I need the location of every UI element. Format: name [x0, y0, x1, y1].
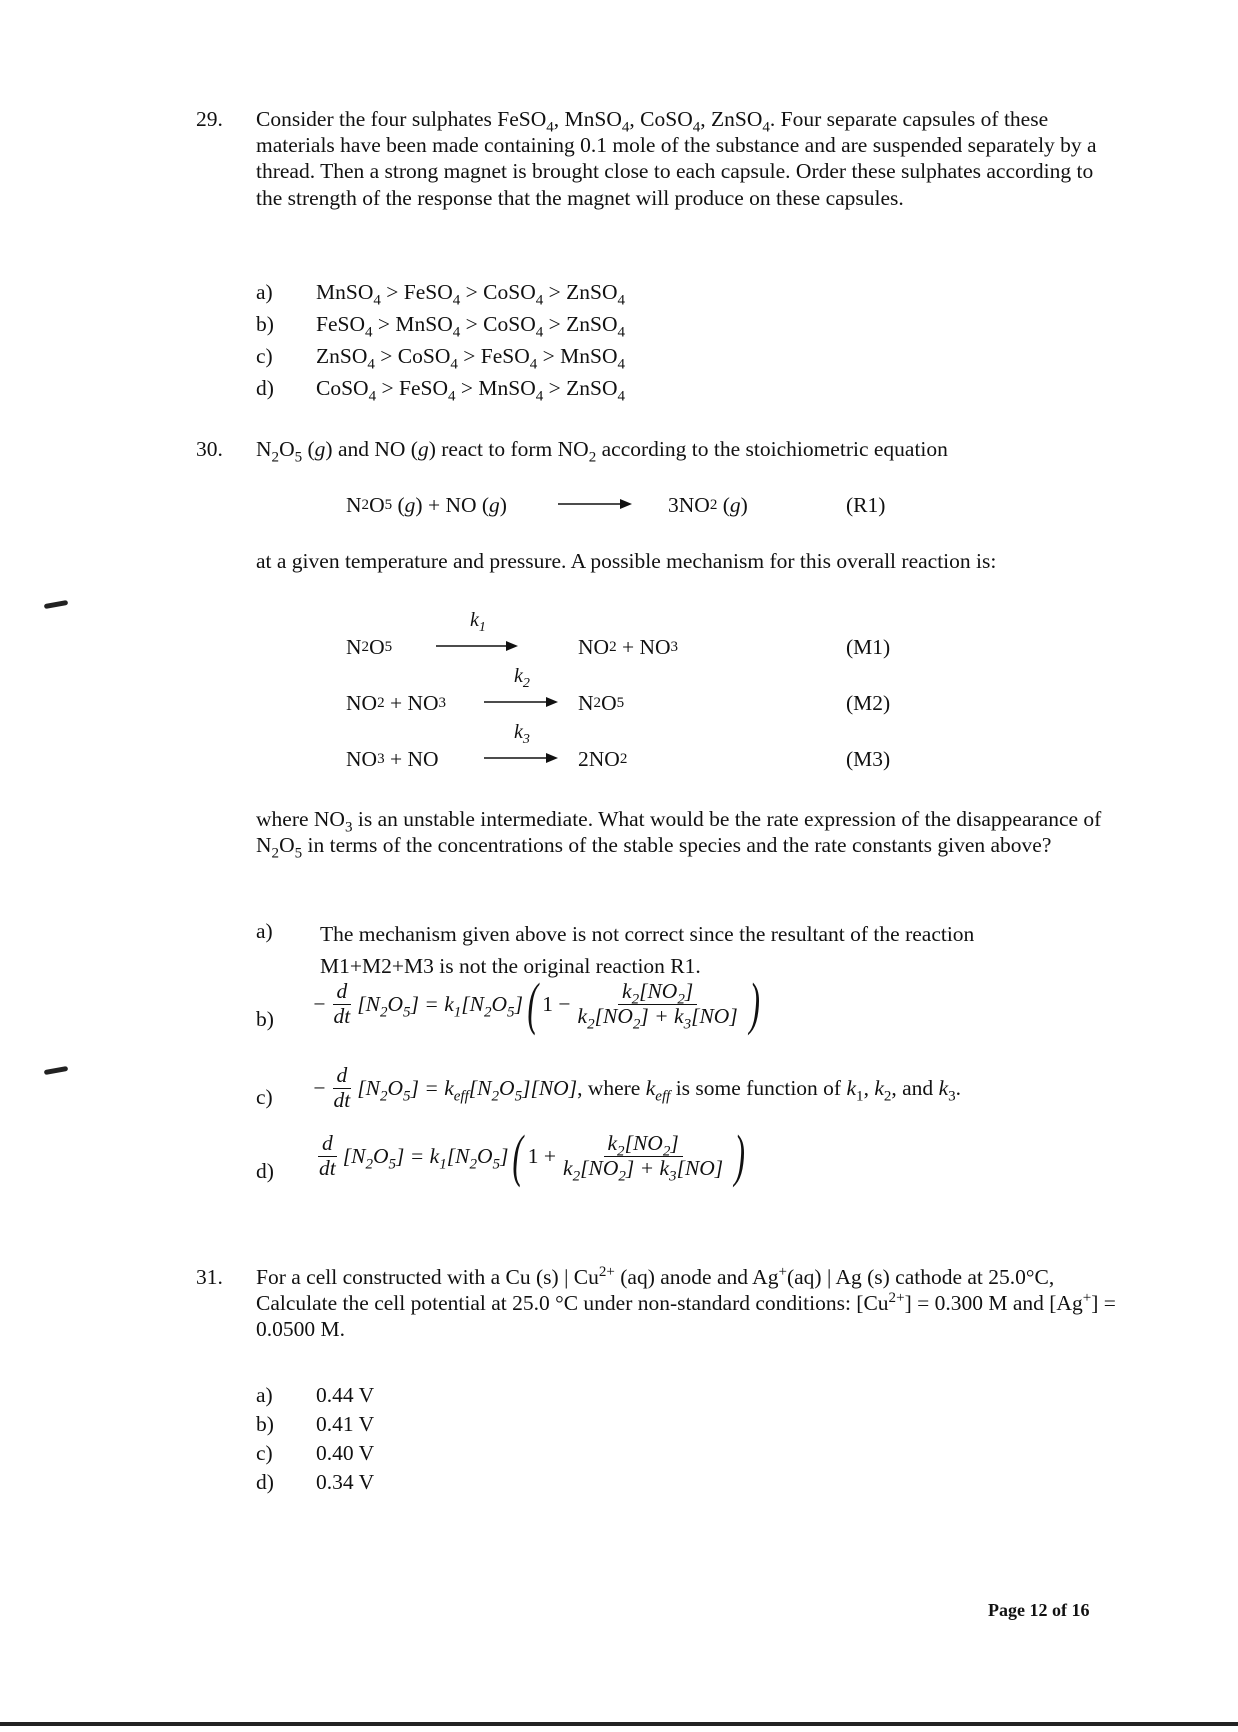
- reaction-arrow: [558, 494, 634, 514]
- option-label: d): [256, 376, 274, 400]
- rate-constant: $k_1$: [470, 609, 486, 635]
- mechanism-tag: (M3): [846, 747, 891, 771]
- option-expression[interactable]: − $\frac{d}{dt}$ $[N_2O_5] = k_1[N_2O_5]$ ( 1 − $\frac{k_2[NO_2]}{k_2[NO_2] + k_3[NO]}$ ): [312, 970, 760, 1036]
- option-label: a): [256, 280, 273, 304]
- option-text[interactable]: CoSO$_4$ > FeSO$_4$ > MnSO$_4$ > ZnSO$_4$: [316, 376, 626, 405]
- question-mid-text: at a given temperature and pressure. A possible mechanism for this overall reaction is:: [256, 549, 997, 573]
- mechanism-tag: (M1): [846, 635, 891, 659]
- bottom-rule: [0, 1722, 1238, 1726]
- question-intro: $N_2O_5$ (g) and NO (g) react to form $NO_2$ according to the stoichiometric equation: [256, 437, 948, 466]
- question-number: 31.: [196, 1265, 223, 1289]
- option-text[interactable]: The mechanism given above is not correct since the resultant of the reaction M1+M2+M3 is not the original reaction R1.: [320, 922, 975, 979]
- question-text: Consider the four sulphates FeSO$_4$, MnSO$_4$, CoSO$_4$, ZnSO$_4$. Four separate capsules of these materials have been made containing 0.1 mole of the substance and are suspended separately by a thread. Then a strong magnet is brought close to each capsule. Order these sulphates according to the strength of the response that the magnet will produce on these capsules.: [256, 107, 1097, 210]
- option-label: d): [256, 1470, 274, 1494]
- question-text: where $NO_3$ is an unstable intermediate. What would be the rate expression of the disappearance of $N_2O_5$ in terms of the concentrations of the stable species and the rate constants given above?: [256, 807, 1102, 862]
- reaction-left: N 2 O 5 ( g ) + NO ( g ): [346, 493, 507, 517]
- option-text[interactable]: MnSO$_4$ > FeSO$_4$ > CoSO$_4$ > ZnSO$_4$: [316, 280, 626, 309]
- option-label: c): [256, 344, 273, 368]
- option-label: d): [256, 1159, 274, 1183]
- rate-constant: $k_2$: [514, 665, 530, 691]
- option-label: b): [256, 1412, 274, 1436]
- question-number: 29.: [196, 107, 223, 131]
- mechanism-right: 2NO 2: [578, 747, 628, 771]
- option-text[interactable]: ZnSO$_4$ > CoSO$_4$ > FeSO$_4$ > MnSO$_4$: [316, 344, 626, 373]
- option-label: b): [256, 1007, 274, 1031]
- option-text[interactable]: FeSO$_4$ > MnSO$_4$ > CoSO$_4$ > ZnSO$_4$: [316, 312, 626, 341]
- option-label: a): [256, 1383, 273, 1407]
- option-expression[interactable]: − $\frac{d}{dt}$ $[N_2O_5] = k_{eff}[N_2O_5][NO]$ , where $k_{eff}$ is some function of $k_1$, $k_2$, and $k_3$.: [312, 1063, 962, 1112]
- reaction-right: 3NO 2 ( g ): [668, 493, 748, 517]
- mechanism-arrow: [484, 748, 560, 768]
- option-text[interactable]: 0.40 V: [316, 1441, 375, 1465]
- question-text: For a cell constructed with a Cu (s) | $Cu^{2+}$ (aq) anode and Ag+(aq) | Ag (s) cathode at 25.0°C, Calculate the cell potential at 25.0 °C under non-standard conditions: $[Cu^{2+}] = 0.300$ M and [Ag+] = 0.0500 M.: [256, 1263, 1116, 1342]
- option-label: b): [256, 312, 274, 336]
- mechanism-arrow: [484, 692, 560, 712]
- mechanism-left: N 2 O 5: [346, 635, 393, 659]
- mechanism-left: NO 2 + NO 3: [346, 691, 447, 715]
- margin-mark: [44, 600, 69, 609]
- option-label: c): [256, 1085, 273, 1109]
- option-expression[interactable]: $\frac{d}{dt}$ $[N_2O_5] = k_1[N_2O_5]$ ( 1 + $\frac{k_2[NO_2]}{k_2[NO_2] + k_3[NO]}$ ): [319, 1122, 746, 1188]
- option-text[interactable]: 0.44 V: [316, 1383, 375, 1407]
- mechanism-right: NO 2 + NO 3: [578, 635, 679, 659]
- option-text[interactable]: 0.41 V: [316, 1412, 375, 1436]
- mechanism-tag: (M2): [846, 691, 891, 715]
- reaction-tag: (R1): [846, 493, 886, 517]
- mechanism-arrow: [436, 636, 520, 656]
- page-number: Page 12 of 16: [988, 1600, 1090, 1620]
- mechanism-right: N 2 O 5: [578, 691, 625, 715]
- rate-constant: $k_3$: [514, 721, 530, 747]
- option-label: a): [256, 919, 273, 943]
- mechanism-left: NO 3 + NO: [346, 747, 439, 771]
- margin-mark: [44, 1066, 69, 1075]
- option-text[interactable]: 0.34 V: [316, 1470, 375, 1494]
- option-label: c): [256, 1441, 273, 1465]
- question-number: 30.: [196, 437, 223, 461]
